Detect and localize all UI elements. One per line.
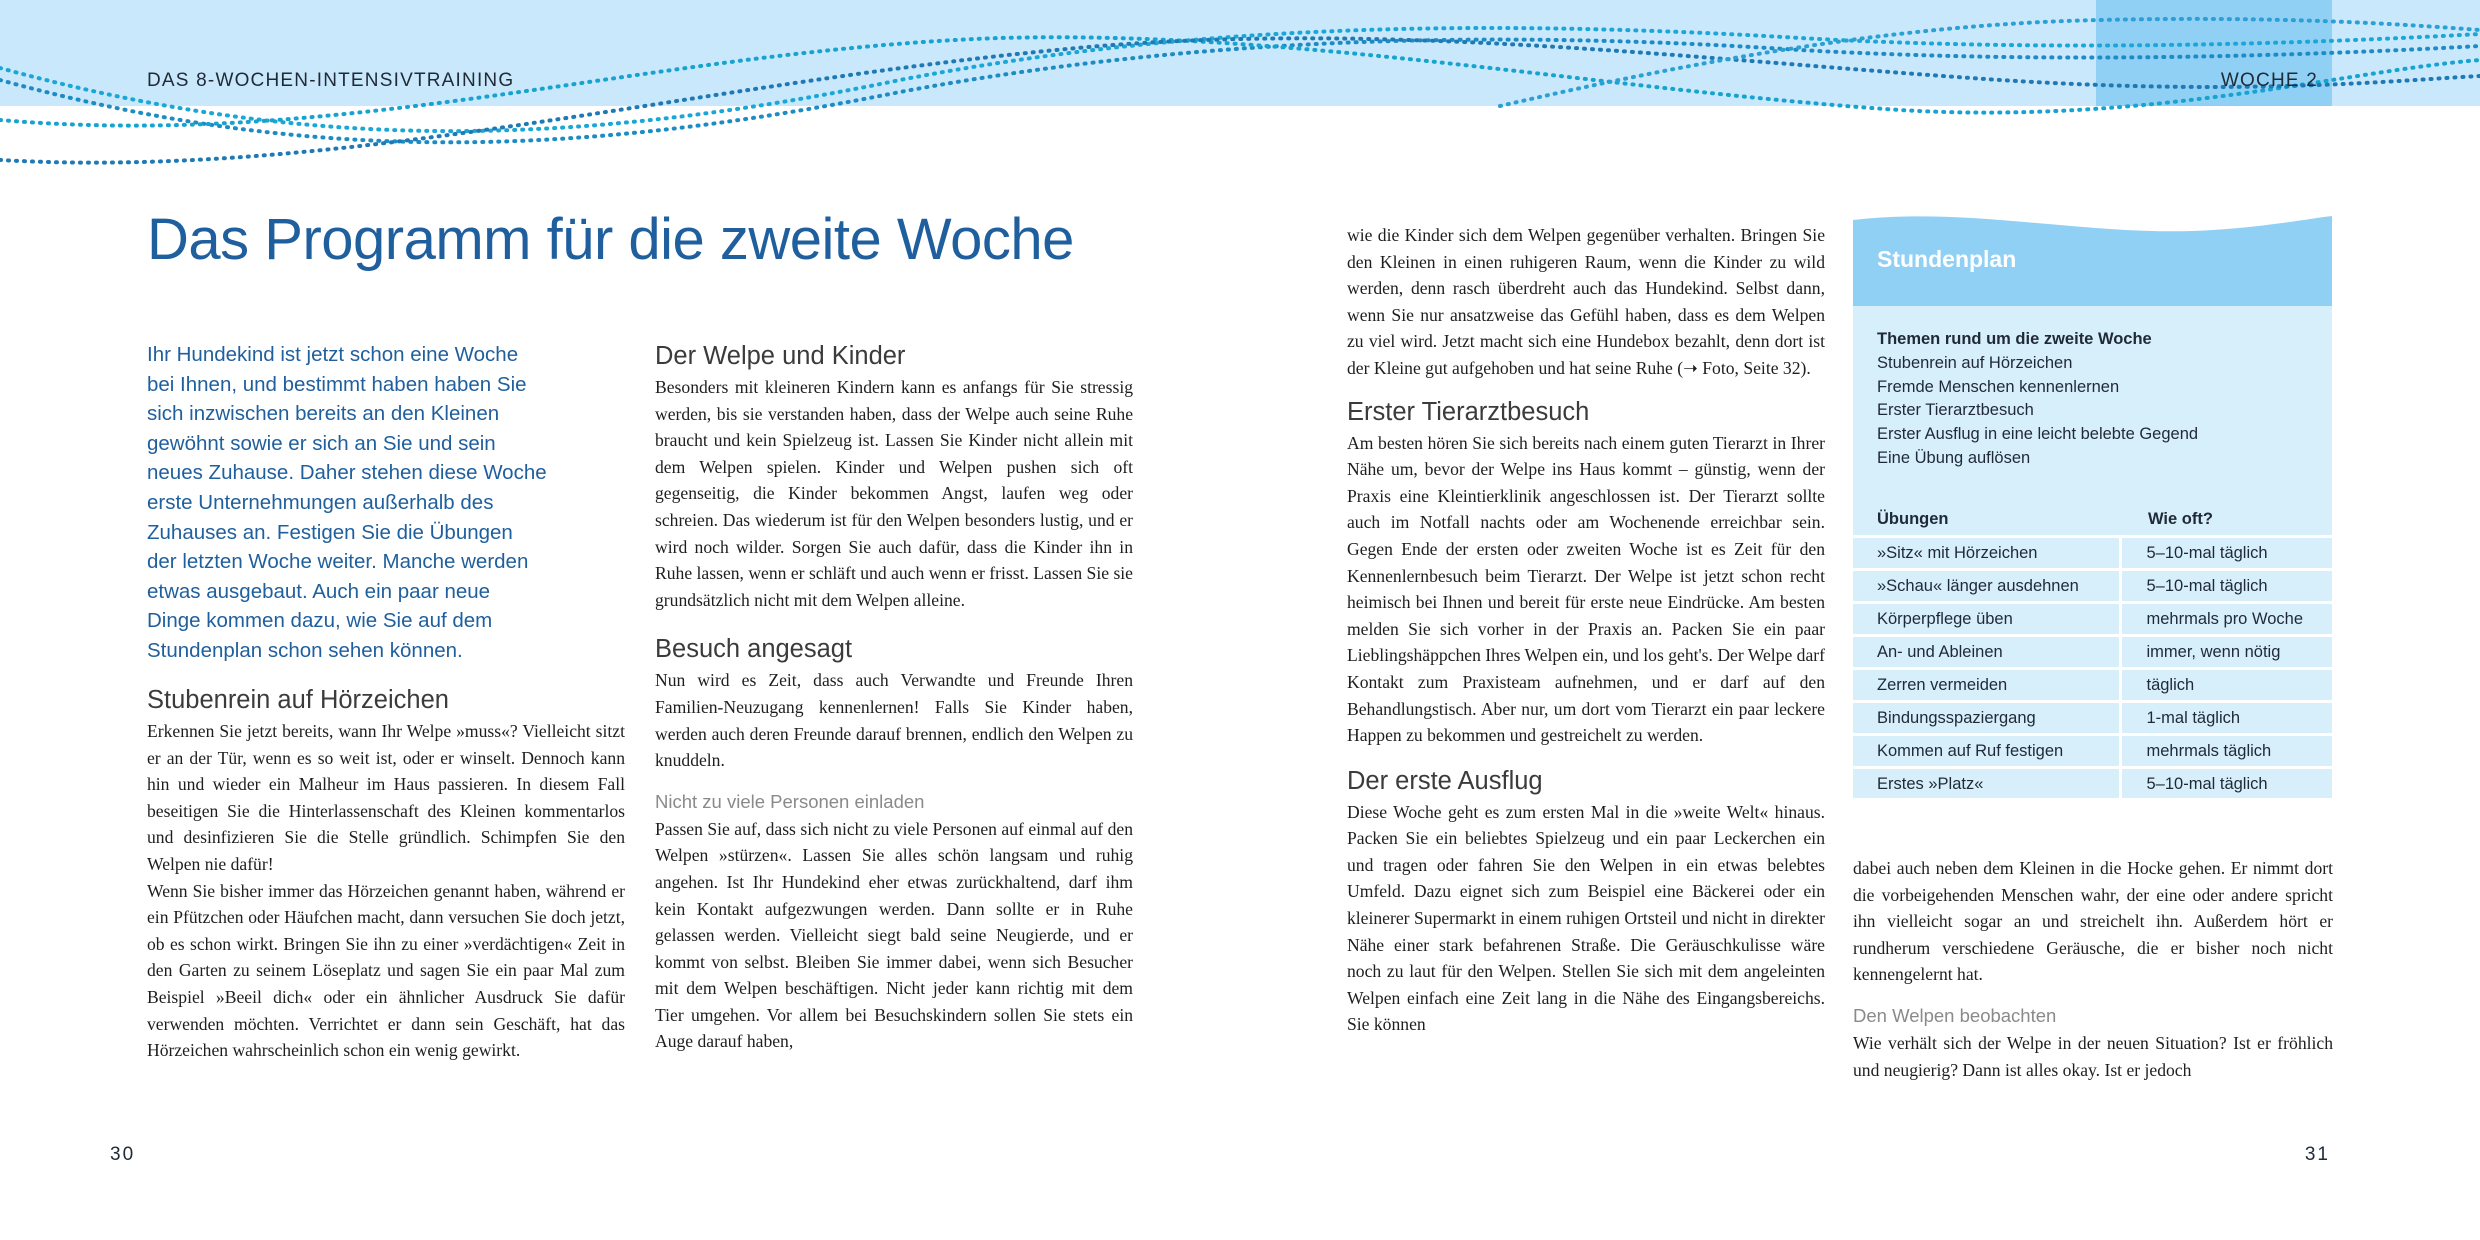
frequency-cell: mehrmals täglich [2120, 735, 2332, 768]
frequency-cell: immer, wenn nötig [2120, 636, 2332, 669]
paragraph: Nun wird es Zeit, dass auch Verwandte und Freunde Ihren Familien-Neuzugang kennenlernen! Falls Sie Kinder haben, werden auch deren Freunde darauf brennen, endlich den Welpen zu knuddeln. [655, 670, 1133, 771]
page-title: Das Programm für die zweite Woche [147, 207, 1074, 272]
exercise-cell: Erstes »Platz« [1853, 768, 2120, 800]
paragraph: Erkennen Sie jetzt bereits, wann Ihr Welpe »muss«? Vielleicht sitzt er an der Tür, wenn es so weit ist, oder er winselt. Dennoch kann hin und wieder ein Malheur im Haus passieren. In diesem Fall beseitigen Sie die Hinterlassenschaft des Kleinen kommentarlos und desinfizieren Sie die Stelle gründlich. Schimpfen Sie den Welpen nie dafür! [147, 721, 625, 874]
column-1 [147, 682, 625, 1064]
stundenplan-box [1853, 210, 2332, 798]
column-2 [655, 338, 1133, 1055]
frequency-cell: täglich [2120, 669, 2332, 702]
themes-list [1877, 328, 2317, 471]
paragraph: Am besten hören Sie sich bereits nach einem guten Tierarzt in Ihrer Nähe um, bevor der Welpe ins Haus kommt – günstig, wenn der Praxis eine Kleintierklinik angeschlossen ist. Der Tierarzt sollte auch im Notfall nachts oder am Wochenende erreichbar sein. Gegen Ende der ersten oder zweiten Woche ist es Zeit für den Kennenlernbesuch beim Tierarzt. Der Welpe ist jetzt schon recht heimisch bei Ihnen und bereit für erste neue Eindrücke. Am besten melden Sie sich vorher in der Praxis an. Packen Sie ein paar Lieblingshäppchen Ihres Welpen ein, und los geht's. Der Welpe darf Kontakt zum Praxisteam aufnehmen, und er darf auf den Behandlungstisch. Aber nur, um dort vom Tierarzt ein paar leckere Happen zu bekommen und gestreichelt zu werden. [1347, 432, 1826, 746]
paragraph: Diese Woche geht es zum ersten Mal in die »weite Welt« hinaus. Packen Sie ein beliebtes Spielzeug und ein paar Leckerchen ein und tragen oder fahren Sie den Welpen in ein etwas belebtes Umfeld. Dazu eignet sich zum Beispiel eine Bäckerei oder ein kleinerer Supermarkt in einem ruhigen Ortsteil und nicht in direkter Nähe einer stark befahrenen Straße. Die Geräuschkulisse wäre noch zu laut für den Welpen. Stellen Sie sich mit dem angeleinten Welpen einfach eine Zeit lang in die Nähe des Eingangsbereichs. Sie können [1347, 801, 1825, 1035]
exercise-cell: Kommen auf Ruf festigen [1853, 735, 2120, 768]
frequency-cell: 5–10-mal täglich [2120, 570, 2332, 603]
table-row [1853, 735, 2332, 768]
table-row [1853, 537, 2332, 570]
paragraph: wie die Kinder sich dem Welpen gegenüber verhalten. Bringen Sie den Kleinen in einen ruhigeren Raum, wenn die Kinder zu wild werden, denn rasch überdreht auch das Hundekind. Selbst dann, wenn Sie nur ansatzweise das Gefühl haben, dass es dem Welpen zu viel wird. Jetzt macht sich eine Hundebox bezahlt, denn dort ist der Kleine gut aufgehoben und hat seine Ruhe (➝ Foto, Seite 32). [1347, 225, 1825, 378]
frequency-cell: mehrmals pro Woche [2120, 603, 2332, 636]
column-4 [1853, 855, 2333, 1083]
theme-item: Eine Übung auflösen [1877, 448, 2031, 467]
subheading-beobachten: Den Welpen beobachten [1853, 1004, 2057, 1026]
table-row [1853, 603, 2332, 636]
themes-heading: Themen rund um die zweite Woche [1877, 330, 2152, 348]
subheading-personen: Nicht zu viele Personen einladen [655, 790, 925, 812]
table-row [1853, 768, 2332, 800]
theme-item: Erster Tierarztbesuch [1877, 401, 2034, 420]
decorative-waves [0, 0, 2480, 190]
table-row [1853, 702, 2332, 735]
paragraph: Passen Sie auf, dass sich nicht zu viele Personen auf einmal auf den Welpen »stürzen«. Lassen Sie alles schön langsam und ruhig angehen. Ist Ihr Hundekind eher etwas zurückhaltend, darf ihm kein Kontakt aufgezwungen werden. Dann sollte er in Ruhe gelassen werden. Vielleicht siegt bald seine Neugierde, und er kommt von selbst. Bleiben Sie immer dabei, wenn sich Besucher mit dem Welpen beschäftigen. Nicht jeder kann richtig mit dem Tier umgehen. Vor allem bei Besuchskindern sollen Sie stets ein Auge darauf haben, [655, 818, 1133, 1052]
heading-ausflug: Der erste Ausflug [1347, 766, 1543, 795]
paragraph: Wie verhält sich der Welpe in der neuen Situation? Ist er fröhlich und neugierig? Dann ist alles okay. Ist er jedoch [1853, 1032, 2333, 1080]
table-row [1853, 636, 2332, 669]
column-3 [1347, 222, 1825, 1038]
paragraph: Besonders mit kleineren Kindern kann es anfangs für Sie stressig werden, bis sie verstanden haben, dass der Welpe auch seine Ruhe braucht und kein Spielzeug ist. Lassen Sie Kinder nicht allein mit dem Welpen spielen. Kinder und Welpen pushen sich oft gegenseitig, die Kinder bekommen Angst, laufen weg oder schreien. Das wiederum ist für den Welpen besonders lustig, und er wird noch wilder. Sorgen Sie auch dafür, dass die Kinder ihn in Ruhe lassen, wenn er schläft und auch wenn er frisst. Lassen Sie sie grundsätzlich nicht mit dem Welpen alleine. [655, 377, 1133, 610]
heading-tierarzt: Erster Tierarztbesuch [1347, 397, 1590, 426]
stundenplan-title: Stundenplan [1877, 246, 2017, 272]
exercise-cell: Zerren vermeiden [1853, 669, 2120, 702]
exercise-cell: »Schau« länger ausdehnen [1853, 570, 2120, 603]
column-header-frequency: Wie oft? [2148, 509, 2213, 528]
exercise-table [1853, 502, 2332, 799]
running-title-right: WOCHE 2 [2220, 70, 2318, 91]
heading-besuch: Besuch angesagt [655, 635, 853, 664]
frequency-cell: 5–10-mal täglich [2120, 537, 2332, 570]
table-row [1853, 570, 2332, 603]
running-title-left: DAS 8-WOCHEN-INTENSIVTRAINING [147, 70, 515, 91]
frequency-cell: 1-mal täglich [2120, 702, 2332, 735]
table-row [1853, 669, 2332, 702]
paragraph: Wenn Sie bisher immer das Hörzeichen genannt haben, während er ein Pfützchen oder Häufchen macht, dann versuchen Sie doch jetzt, ob es schon wirkt. Bringen Sie ihn zu einer »verdächtigen« Zeit in den Garten zu seinem Löseplatz und sagen Sie ein paar Mal zum Beispiel »Beeil dich« oder ein ähnlicher Ausdruck Sie dafür verwenden möchten. Verrichtet er dann sein Geschäft, hat das Hörzeichen wahrscheinlich schon ein wenig gewirkt. [147, 880, 625, 1061]
exercise-cell: Bindungsspaziergang [1853, 702, 2120, 735]
exercise-cell: An- und Ableinen [1853, 636, 2120, 669]
intro-text: Ihr Hundekind ist jetzt schon eine Woche bei Ihnen, und bestimmt haben haben Sie sich inzwischen bereits an den Kleinen gewöhnt sowie er sich an Sie und sein neues Zuhause. Daher stehen diese Woche erste Unternehmungen außerhalb des Zuhauses an. Festigen Sie die Übungen der letzten Woche weiter. Manche werden etwas ausgebaut. Auch ein paar neue Dinge kommen dazu, wie Sie auf dem Stundenplan schon sehen können. [147, 343, 547, 662]
paragraph: dabei auch neben dem Kleinen in die Hocke gehen. Er nimmt dort die vorbeigehenden Menschen wahr, der eine oder andere spricht ihn vielleicht sogar an und streichelt ihn. Außerdem hört er rundherum verschiedene Geräusche, die er bisher noch nicht kennengelernt hat. [1853, 858, 2333, 985]
page-number-left: 30 [110, 1144, 136, 1165]
heading-welpe-kinder: Der Welpe und Kinder [655, 342, 906, 370]
frequency-cell: 5–10-mal täglich [2120, 768, 2332, 800]
theme-item: Fremde Menschen kennenlernen [1877, 377, 2120, 396]
theme-item: Stubenrein auf Hörzeichen [1877, 353, 2073, 372]
heading-stubenrein: Stubenrein auf Hörzeichen [147, 686, 449, 714]
exercise-cell: Körperpflege üben [1853, 603, 2120, 636]
table-header-row [1853, 502, 2332, 537]
column-header-exercise: Übungen [1877, 509, 1949, 528]
page-number-right: 31 [2304, 1144, 2330, 1165]
exercise-cell: »Sitz« mit Hörzeichen [1853, 537, 2120, 570]
theme-item: Erster Ausflug in eine leicht belebte Gegend [1877, 425, 2199, 444]
